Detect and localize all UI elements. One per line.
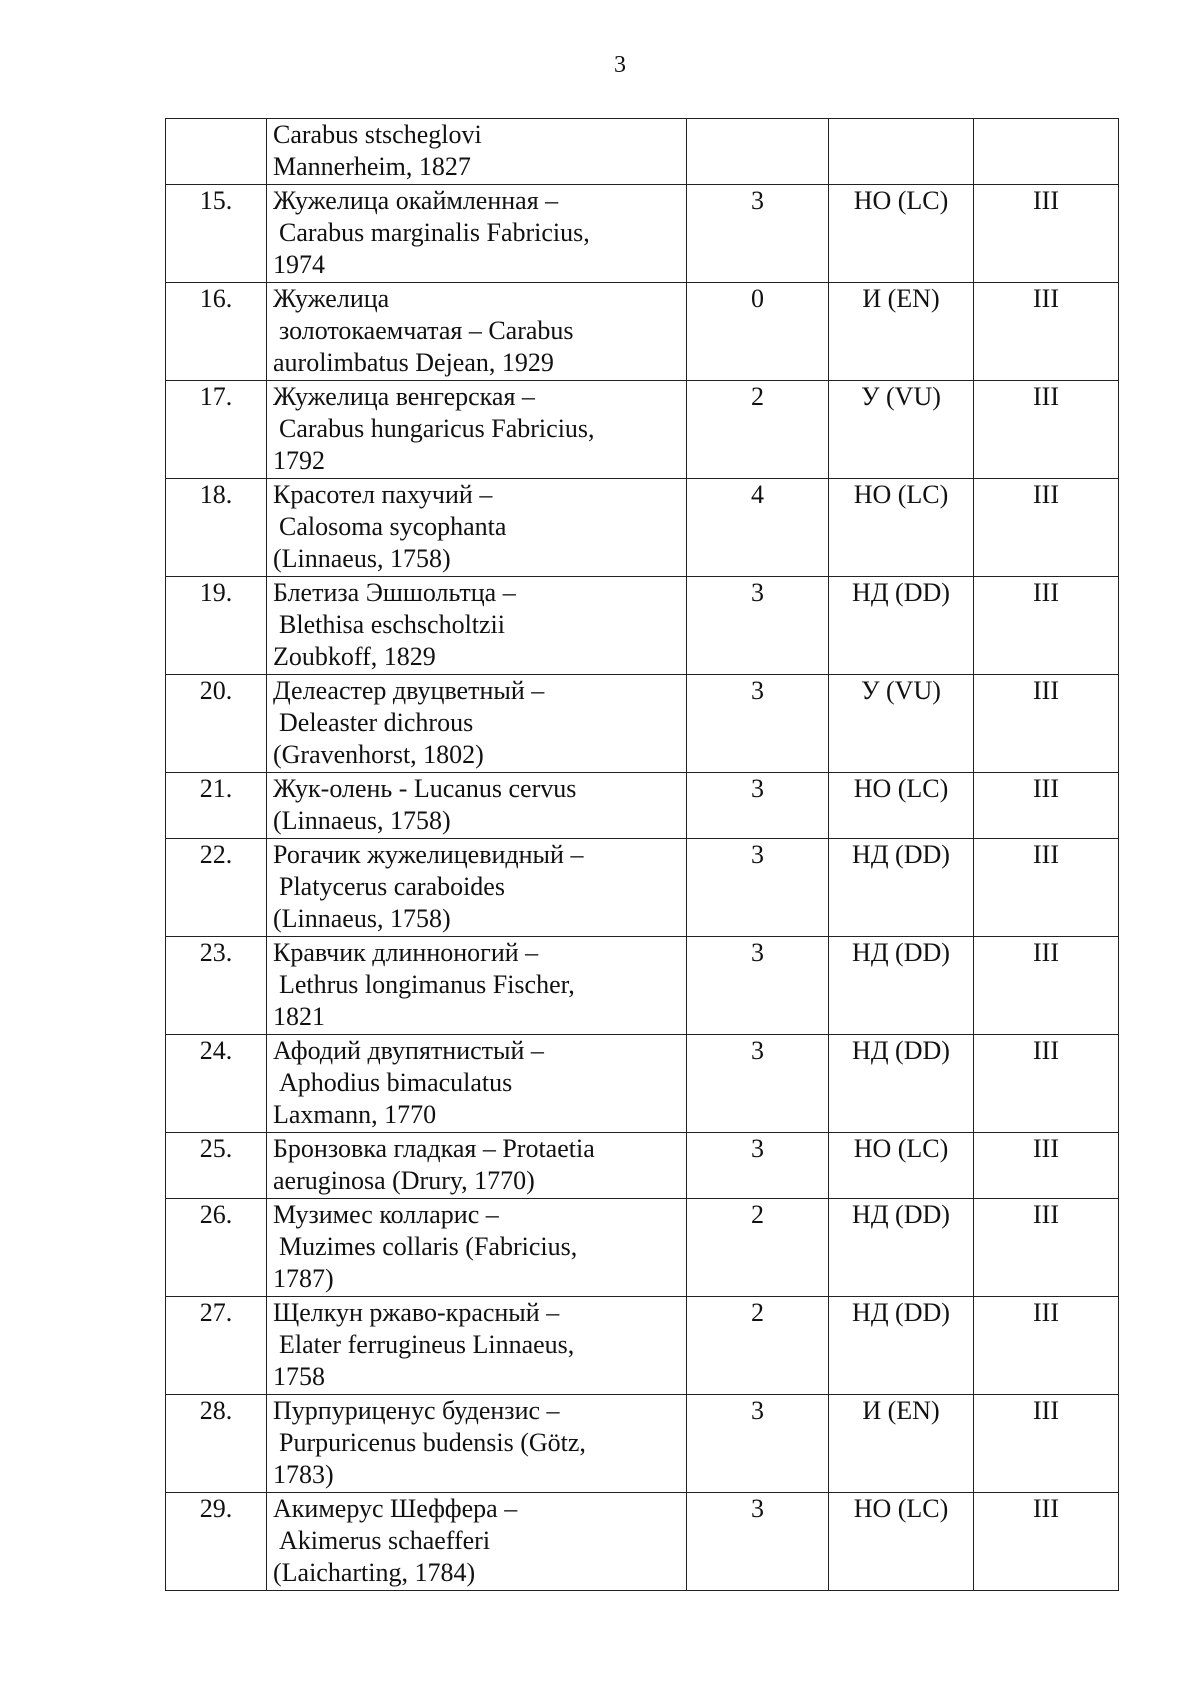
rf-status-cell: III <box>974 577 1119 675</box>
row-number <box>166 119 267 185</box>
species-name-cell <box>267 381 687 479</box>
species-name-line: Щелкун ржаво-красный – <box>273 1298 560 1327</box>
species-name-line: 1783) <box>273 1460 334 1489</box>
table-row <box>166 937 1119 1035</box>
species-name-cell <box>267 937 687 1035</box>
category-cell: 3 <box>687 1133 829 1199</box>
species-name-line: Афодий двупятнистый – <box>273 1036 544 1065</box>
species-name-line: Muzimes collaris (Fabricius, <box>279 1232 578 1261</box>
iucn-status-cell: НД (DD) <box>829 577 974 675</box>
rf-status-cell: III <box>974 1395 1119 1493</box>
species-name-line: Lethrus longimanus Fischer, <box>279 970 575 999</box>
row-number: 22. <box>166 839 267 937</box>
rf-status-cell: III <box>974 185 1119 283</box>
species-name-line: Laxmann, 1770 <box>273 1100 437 1129</box>
row-number: 27. <box>166 1297 267 1395</box>
row-number: 26. <box>166 1199 267 1297</box>
species-name-line: Akimerus schaefferi <box>279 1526 491 1555</box>
rf-status-cell: III <box>974 937 1119 1035</box>
species-name-line: Бронзовка гладкая – Protaetia <box>273 1134 595 1163</box>
rf-status-cell: III <box>974 839 1119 937</box>
table-row <box>166 1493 1119 1591</box>
table-row <box>166 479 1119 577</box>
category-cell: 3 <box>687 1493 829 1591</box>
row-number: 25. <box>166 1133 267 1199</box>
table-row <box>166 675 1119 773</box>
species-name-line: Жук-олень - Lucanus cervus <box>273 774 577 803</box>
species-name-cell <box>267 1297 687 1395</box>
species-name-cell <box>267 1133 687 1199</box>
species-name-line: Carabus hungaricus Fabricius, <box>279 414 595 443</box>
species-name-cell <box>267 577 687 675</box>
category-cell: 3 <box>687 839 829 937</box>
species-name-line: Кравчик длинноногий – <box>273 938 539 967</box>
category-cell: 3 <box>687 773 829 839</box>
species-name-line: золотокаемчатая – Carabus <box>279 316 574 345</box>
species-name-line: Elater ferrugineus Linnaeus, <box>279 1330 575 1359</box>
species-name-line: 1758 <box>273 1362 325 1391</box>
species-name-line: Zoubkoff, 1829 <box>273 642 436 671</box>
iucn-status-cell: НО (LC) <box>829 479 974 577</box>
page-number: 3 <box>614 52 626 78</box>
category-cell: 3 <box>687 185 829 283</box>
table-row <box>166 119 1119 185</box>
species-name-cell <box>267 839 687 937</box>
table-row <box>166 773 1119 839</box>
row-number: 15. <box>166 185 267 283</box>
species-name-line: aeruginosa (Drury, 1770) <box>273 1166 535 1195</box>
table-row <box>166 577 1119 675</box>
species-name-line: Platycerus caraboides <box>279 872 505 901</box>
species-table-body <box>166 119 1119 1591</box>
species-name-cell <box>267 479 687 577</box>
table-row <box>166 283 1119 381</box>
species-name-line: aurolimbatus Dejean, 1929 <box>273 348 554 377</box>
species-name-line: Делеастер двуцветный – <box>273 676 545 705</box>
category-cell: 2 <box>687 1297 829 1395</box>
species-name-line: Жужелица <box>273 284 390 313</box>
rf-status-cell: III <box>974 773 1119 839</box>
species-name-line: Mannerheim, 1827 <box>273 152 471 181</box>
rf-status-cell: III <box>974 283 1119 381</box>
table-row <box>166 839 1119 937</box>
rf-status-cell: III <box>974 675 1119 773</box>
species-name-cell <box>267 283 687 381</box>
iucn-status-cell: НО (LC) <box>829 185 974 283</box>
category-cell: 3 <box>687 1395 829 1493</box>
species-name-line: Блетиза Эшшольтца – <box>273 578 516 607</box>
table-row <box>166 1035 1119 1133</box>
category-cell: 2 <box>687 1199 829 1297</box>
rf-status-cell: III <box>974 1493 1119 1591</box>
iucn-status-cell <box>829 119 974 185</box>
species-name-cell <box>267 185 687 283</box>
species-name-line: Purpuricenus budensis (Götz, <box>279 1428 586 1457</box>
species-name-line: Carabus marginalis Fabricius, <box>279 218 590 247</box>
iucn-status-cell: НД (DD) <box>829 839 974 937</box>
species-name-line: Рогачик жужелицевидный – <box>273 840 584 869</box>
iucn-status-cell: НД (DD) <box>829 1035 974 1133</box>
category-cell: 3 <box>687 577 829 675</box>
species-name-cell <box>267 1493 687 1591</box>
species-name-cell <box>267 1035 687 1133</box>
category-cell: 3 <box>687 937 829 1035</box>
table-row <box>166 1133 1119 1199</box>
species-name-line: Aphodius bimaculatus <box>279 1068 513 1097</box>
row-number: 28. <box>166 1395 267 1493</box>
category-cell: 3 <box>687 675 829 773</box>
species-name-line: Calosoma sycophanta <box>279 512 507 541</box>
species-name-line: Красотел пахучий – <box>273 480 493 509</box>
species-name-line: 1792 <box>273 446 325 475</box>
rf-status-cell: III <box>974 1133 1119 1199</box>
iucn-status-cell: НО (LC) <box>829 1493 974 1591</box>
table-row <box>166 1199 1119 1297</box>
iucn-status-cell: И (EN) <box>829 1395 974 1493</box>
rf-status-cell: III <box>974 381 1119 479</box>
row-number: 17. <box>166 381 267 479</box>
species-name-line: 1787) <box>273 1264 334 1293</box>
row-number: 20. <box>166 675 267 773</box>
species-name-line: (Gravenhorst, 1802) <box>273 740 484 769</box>
category-cell: 3 <box>687 1035 829 1133</box>
category-cell: 2 <box>687 381 829 479</box>
table-row <box>166 1395 1119 1493</box>
species-name-line: Жужелица окаймленная – <box>273 186 559 215</box>
iucn-status-cell: НД (DD) <box>829 1199 974 1297</box>
species-name-line: Акимерус Шеффера – <box>273 1494 518 1523</box>
species-name-line: Deleaster dichrous <box>279 708 474 737</box>
species-table <box>165 118 1119 1591</box>
species-name-line: Музимес колларис – <box>273 1200 499 1229</box>
species-name-cell <box>267 773 687 839</box>
iucn-status-cell: НО (LC) <box>829 773 974 839</box>
iucn-status-cell: И (EN) <box>829 283 974 381</box>
row-number: 29. <box>166 1493 267 1591</box>
table-row <box>166 185 1119 283</box>
species-name-line: Пурпуриценус будензис – <box>273 1396 560 1425</box>
row-number: 18. <box>166 479 267 577</box>
rf-status-cell: III <box>974 1035 1119 1133</box>
row-number: 16. <box>166 283 267 381</box>
species-name-cell <box>267 1395 687 1493</box>
species-name-cell <box>267 1199 687 1297</box>
species-name-line: (Linnaeus, 1758) <box>273 904 451 933</box>
species-name-line: Carabus stscheglovi <box>273 120 482 149</box>
rf-status-cell: III <box>974 479 1119 577</box>
category-cell: 0 <box>687 283 829 381</box>
iucn-status-cell: У (VU) <box>829 675 974 773</box>
species-name-line: 1821 <box>273 1002 325 1031</box>
species-name-line: (Laicharting, 1784) <box>273 1558 476 1587</box>
species-name-line: (Linnaeus, 1758) <box>273 806 451 835</box>
row-number: 21. <box>166 773 267 839</box>
table-row <box>166 1297 1119 1395</box>
rf-status-cell: III <box>974 1199 1119 1297</box>
category-cell: 4 <box>687 479 829 577</box>
iucn-status-cell: НД (DD) <box>829 1297 974 1395</box>
row-number: 19. <box>166 577 267 675</box>
species-name-cell <box>267 119 687 185</box>
row-number: 24. <box>166 1035 267 1133</box>
species-name-cell <box>267 675 687 773</box>
iucn-status-cell: НД (DD) <box>829 937 974 1035</box>
rf-status-cell: III <box>974 1297 1119 1395</box>
rf-status-cell <box>974 119 1119 185</box>
category-cell <box>687 119 829 185</box>
iucn-status-cell: У (VU) <box>829 381 974 479</box>
species-name-line: Жужелица венгерская – <box>273 382 535 411</box>
iucn-status-cell: НО (LC) <box>829 1133 974 1199</box>
row-number: 23. <box>166 937 267 1035</box>
species-name-line: 1974 <box>273 250 325 279</box>
species-name-line: Blethisa eschscholtzii <box>279 610 506 639</box>
species-name-line: (Linnaeus, 1758) <box>273 544 451 573</box>
table-row <box>166 381 1119 479</box>
